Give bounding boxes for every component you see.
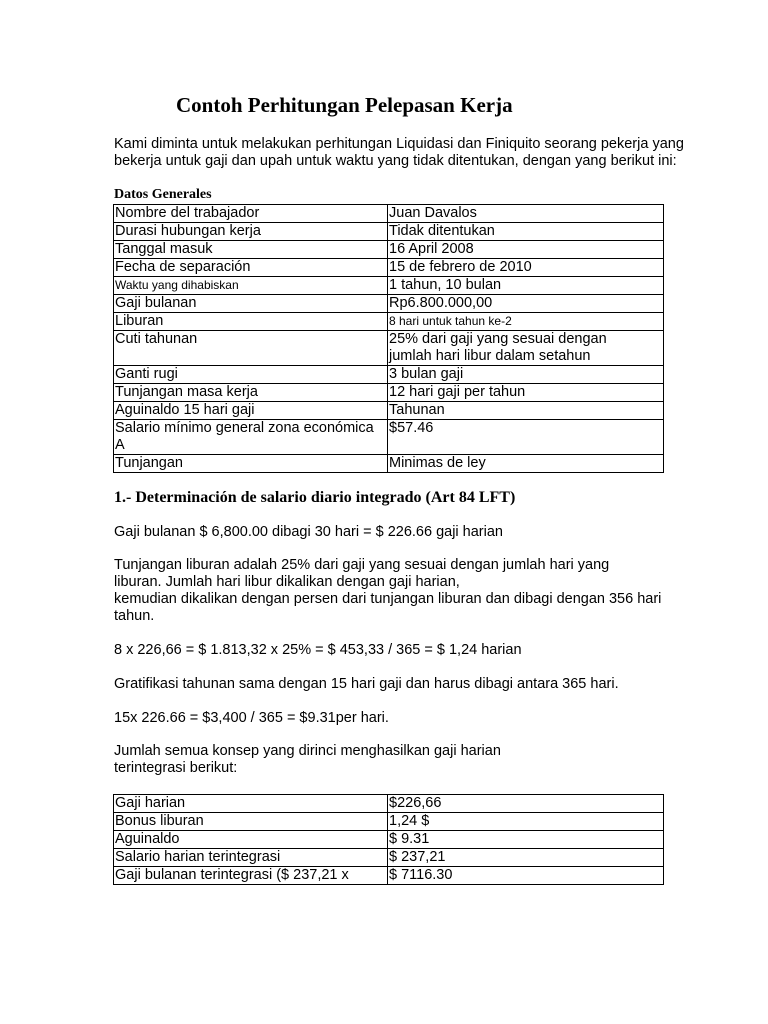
row-label: Durasi hubungan kerja: [114, 223, 388, 241]
row-value: 1,24 $: [388, 813, 664, 831]
row-value: $ 237,21: [388, 849, 664, 867]
row-label: Salario harian terintegrasi: [114, 849, 388, 867]
intro-line: bekerja untuk gaji dan upah untuk waktu yang tidak ditentukan, dengan yang berikut ini:: [114, 153, 677, 169]
row-value: $226,66: [388, 795, 664, 813]
paragraph-line: Tunjangan liburan adalah 25% dari gaji yang sesuai dengan jumlah hari yang: [114, 557, 610, 573]
row-value: 3 bulan gaji: [388, 366, 664, 384]
row-label: Gaji bulanan: [114, 295, 388, 313]
row-label: Aguinaldo: [114, 831, 388, 849]
row-label: Fecha de separación: [114, 259, 388, 277]
row-value: 1 tahun, 10 bulan: [388, 277, 664, 295]
table-row: [114, 277, 664, 295]
paragraph: Gratifikasi tahunan sama dengan 15 hari gaji dan harus dibagi antara 365 hari.: [114, 676, 619, 692]
summary-table: [113, 794, 664, 885]
row-value: Tidak ditentukan: [388, 223, 664, 241]
table-row: [114, 259, 664, 277]
general-data-label: Datos Generales: [114, 187, 212, 202]
row-value: $ 7116.30: [388, 867, 664, 885]
row-value: 15 de febrero de 2010: [388, 259, 664, 277]
table-row: [114, 455, 664, 473]
row-label: Aguinaldo 15 hari gaji: [114, 402, 388, 420]
row-value-line: 25% dari gaji yang sesuai dengan: [389, 331, 607, 347]
paragraph-line: kemudian dikalikan dengan persen dari tunjangan liburan dan dibagi dengan 356 hari: [114, 591, 662, 607]
row-value-line: jumlah hari libur dalam setahun: [389, 348, 591, 364]
row-label: Gaji harian: [114, 795, 388, 813]
row-value: Tahunan: [388, 402, 664, 420]
table-row: [114, 831, 664, 849]
general-data-table: [113, 204, 664, 473]
table-row: [114, 295, 664, 313]
formula-line: 15x 226.66 = $3,400 / 365 = $9.31per hari.: [114, 710, 389, 726]
table-row: [114, 867, 664, 885]
table-row: [114, 795, 664, 813]
row-value: [388, 331, 664, 366]
table-row: [114, 205, 664, 223]
intro-line: Kami diminta untuk melakukan perhitungan Liquidasi dan Finiquito seorang pekerja yang: [114, 136, 684, 152]
row-label: Liburan: [114, 313, 388, 331]
table-row: [114, 331, 664, 366]
row-value: Juan Davalos: [388, 205, 664, 223]
paragraph: [114, 557, 661, 625]
row-label: Nombre del trabajador: [114, 205, 388, 223]
paragraph: Gaji bulanan $ 6,800.00 dibagi 30 hari = $ 226.66 gaji harian: [114, 524, 503, 540]
row-value: 12 hari gaji per tahun: [388, 384, 664, 402]
section-heading: 1.- Determinación de salario diario integrado (Art 84 LFT): [114, 489, 516, 506]
table-row: [114, 241, 664, 259]
paragraph-line: terintegrasi berikut:: [114, 760, 238, 776]
paragraph-line: tahun.: [114, 608, 155, 624]
paragraph-line: liburan. Jumlah hari libur dikalikan dengan gaji harian,: [114, 574, 460, 590]
row-label-line: A: [115, 437, 125, 453]
row-label: Tunjangan masa kerja: [114, 384, 388, 402]
row-label: Waktu yang dihabiskan: [114, 277, 388, 295]
table-row: [114, 813, 664, 831]
table-row: [114, 313, 664, 331]
row-value: 16 April 2008: [388, 241, 664, 259]
table-row: [114, 402, 664, 420]
formula-line: 8 x 226,66 = $ 1.813,32 x 25% = $ 453,33 / 365 = $ 1,24 harian: [114, 642, 522, 658]
row-label: [114, 420, 388, 455]
table-row: [114, 384, 664, 402]
row-label: Gaji bulanan terintegrasi ($ 237,21 x: [114, 867, 388, 885]
row-label-line: Salario mínimo general zona económica: [115, 420, 374, 436]
row-label: Cuti tahunan: [114, 331, 388, 366]
row-value: $ 9.31: [388, 831, 664, 849]
paragraph: [114, 743, 501, 777]
table-row: [114, 849, 664, 867]
document-title: Contoh Perhitungan Pelepasan Kerja: [176, 93, 513, 117]
row-label: Bonus liburan: [114, 813, 388, 831]
row-value: 8 hari untuk tahun ke-2: [388, 313, 664, 331]
paragraph-line: Jumlah semua konsep yang dirinci menghasilkan gaji harian: [114, 743, 501, 759]
row-label: Ganti rugi: [114, 366, 388, 384]
row-label: Tunjangan: [114, 455, 388, 473]
table-row: [114, 223, 664, 241]
row-label: Tanggal masuk: [114, 241, 388, 259]
row-value: $57.46: [388, 420, 664, 455]
table-row: [114, 420, 664, 455]
row-value: Minimas de ley: [388, 455, 664, 473]
intro-paragraph: [114, 136, 684, 170]
table-row: [114, 366, 664, 384]
row-value: Rp6.800.000,00: [388, 295, 664, 313]
